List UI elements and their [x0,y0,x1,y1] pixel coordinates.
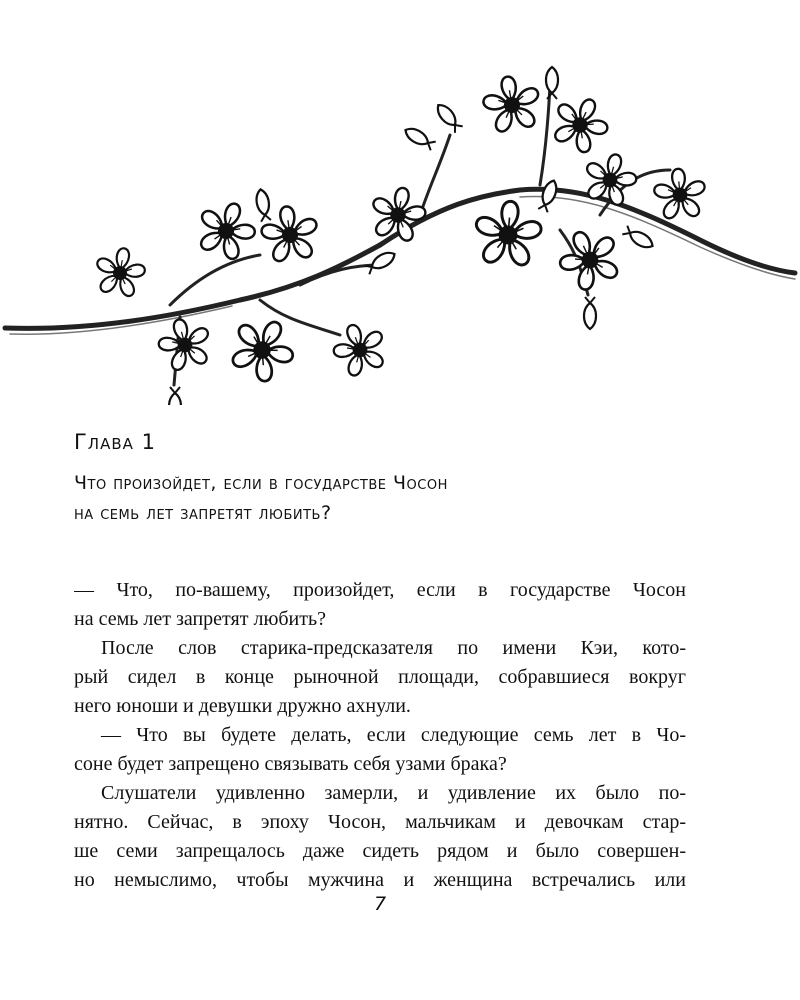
text-line: Слушатели удивленно замерли, и удивление их было по- [101,782,686,804]
text-line: — Что вы будете делать, если следующие семь лет в Чо- [101,724,686,746]
text-line: на семь лет запретят любить? [74,608,327,630]
cherry-blossom-branch-illustration [0,55,800,405]
blossoms [91,72,709,392]
chapter-title: Что произойдет, если в государстве Чосон на семь лет запретят любить? [74,472,448,524]
text-line: — Что, по-вашему, произойдет, если в государстве Чосон [74,579,686,601]
text-line: нятно. Сейчас, в эпоху Чосон, мальчикам и девочкам стар- [74,811,686,833]
text-line: соне будет запрещено связывать себя узами брака? [74,753,507,775]
text-line: него юноши и девушки дружно ахнули. [74,695,411,717]
chapter-label: Глава 1 [74,430,156,454]
body-text [74,576,686,895]
page-number: 7 [373,893,387,915]
text-line: После слов старика-предсказателя по имени Кэи, кото- [101,637,686,659]
text-line: рый сидел в конце рыночной площади, собравшиеся вокруг [74,666,686,688]
text-line: но немыслимо, чтобы мужчина и женщина встречались или [74,869,686,891]
text-line: ше семи запрещалось даже сидеть рядом и было совершен- [74,840,686,862]
